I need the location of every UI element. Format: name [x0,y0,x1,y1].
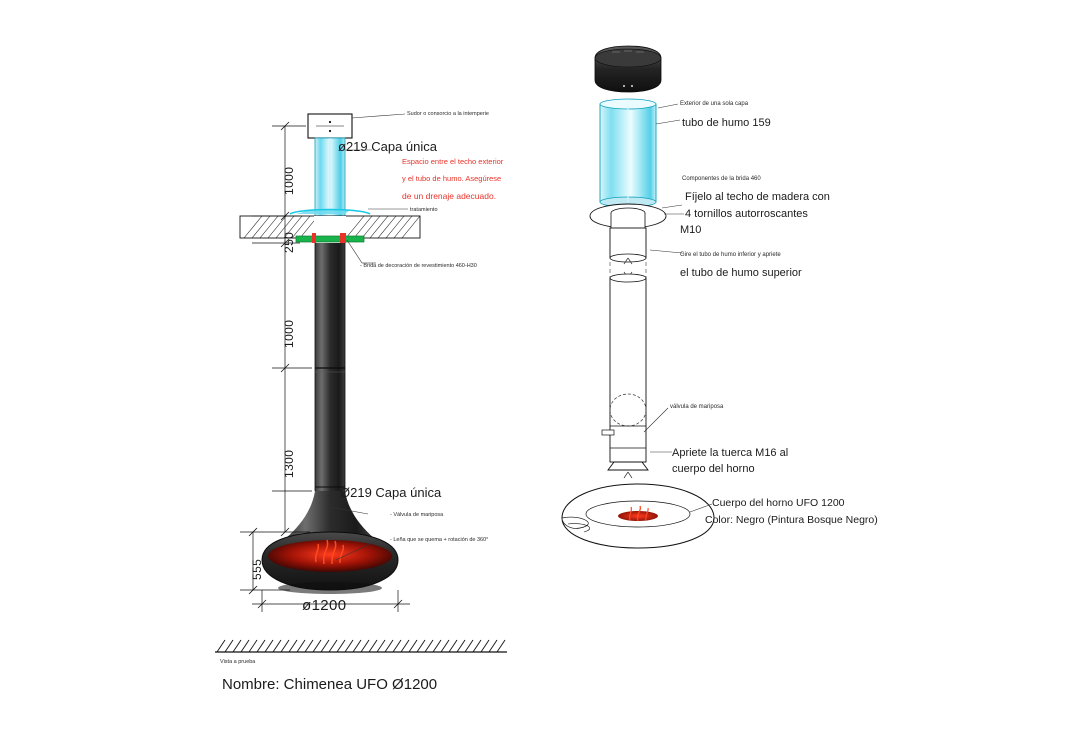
warning-line-3: de un drenaje adecuado. [402,191,497,201]
callout-color: Color: Negro (Pintura Bosque Negro) [705,514,878,526]
callout-body: Cuerpo del horno UFO 1200 [712,497,845,509]
dim-1000-mid: 1000 [282,319,296,348]
callout-single-layer-exterior: Exterior de una sola capa [680,101,749,107]
note-weather-treatment: Sudor o consorcio a la intemperie [407,111,489,117]
callout-flange-components: Componentes de la brida 460 [682,176,761,182]
dim-555: 555 [250,558,264,580]
callout-fix-ceiling-1: Fíjelo al techo de madera con [685,191,830,203]
note-burner: - Leña que se quema + rotación de 360° [390,537,489,543]
callout-nut-1: Apriete la tuerca M16 al [672,447,789,459]
warning-line-1: Espacio entre el techo exterior [402,157,504,166]
ground-hatch [215,636,515,662]
label-pipe-top: ø219 Capa única [338,139,438,154]
callout-butterfly-valve: válvula de mariposa [670,404,724,410]
ground-caption: Vista a prueba [220,659,256,665]
note-flange: - Brida de decoración de revestimiento 460-H30 [360,263,477,269]
warning-line-2: y el tubo de humo. Asegúrese [402,174,502,183]
dim-250: 250 [282,231,296,253]
callout-rotate-1: Gire el tubo de humo inferior y apriete [680,252,781,258]
callout-rotate-2: el tubo de humo superior [680,267,802,279]
label-pipe-lower: Ø219 Capa única [340,485,442,500]
right-view-leaders [540,0,1080,700]
dim-1200: ø1200 [302,597,347,614]
note-treatment: tratamiento [410,207,438,213]
callout-nut-2: cuerpo del horno [672,463,755,475]
callout-fix-ceiling-3: M10 [680,224,702,236]
left-elevation-view [0,0,560,700]
right-exploded-view [540,0,1080,700]
dim-1000-top: 1000 [282,166,296,195]
page-title: Nombre: Chimenea UFO Ø1200 [222,676,438,693]
dim-1300: 1300 [282,449,296,478]
left-view-leaders [0,0,560,700]
callout-flue-159: tubo de humo 159 [682,117,771,129]
note-valve: - Válvula de mariposa [390,512,444,518]
callout-fix-ceiling-2: 4 tornillos autorroscantes [685,208,808,220]
